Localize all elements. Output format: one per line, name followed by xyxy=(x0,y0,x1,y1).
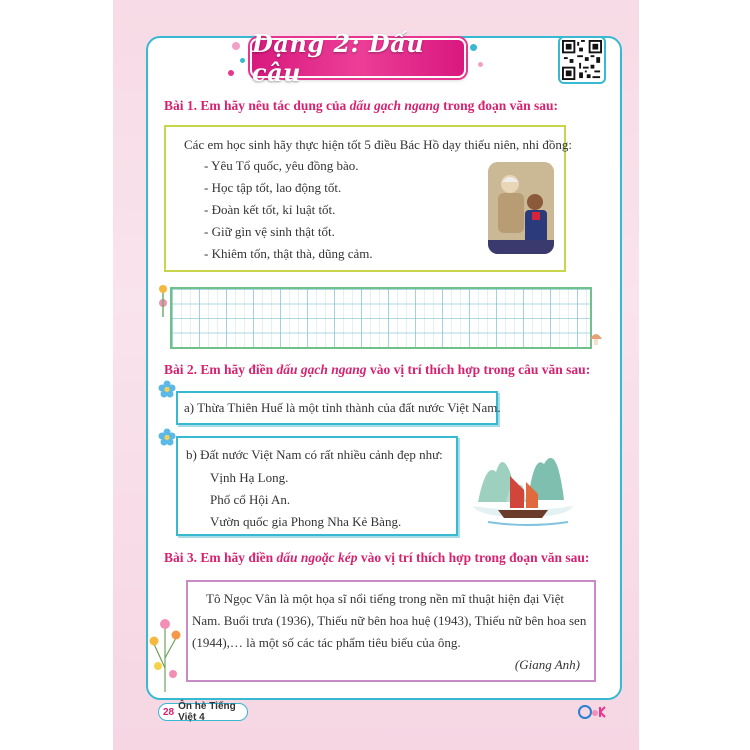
uncle-ho-photo xyxy=(488,162,554,254)
exercise-2-heading xyxy=(164,362,590,378)
decor-dot xyxy=(232,42,240,50)
exercise-1-heading-emphasis: dấu gạch ngang xyxy=(349,98,440,113)
exercise-1-heading-text: Bài 1. Em hãy nêu tác dụng của xyxy=(164,98,350,113)
decor-dot xyxy=(240,58,245,63)
exercise-3-passage-box xyxy=(186,580,596,682)
exercise-3-heading-emphasis: dấu ngoặc kép xyxy=(276,550,358,565)
publisher-logo xyxy=(578,704,608,723)
decor-dot xyxy=(470,44,477,51)
exercise-2a-box xyxy=(176,391,501,425)
exercise-2a-sentence: a) Thừa Thiên Huế là một tỉnh thành của đất nước Việt Nam. xyxy=(184,400,501,415)
list-item: - Khiêm tốn, thật thà, dũng cảm. xyxy=(204,246,373,261)
book-title: Ôn hè Tiếng Việt 4 xyxy=(178,701,236,723)
passage-line: Tô Ngọc Vân là một họa sĩ nổi tiếng trong nền mĩ thuật hiện đại Việt xyxy=(206,591,564,606)
exercise-2-heading-text-end: vào vị trí thích hợp trong câu văn sau: xyxy=(366,362,591,377)
flower-decoration-icon xyxy=(155,283,171,317)
section-title-banner xyxy=(250,29,466,87)
handwriting-practice-grid[interactable] xyxy=(170,287,592,349)
exercise-2-heading-emphasis: dấu gạch ngang xyxy=(276,362,367,377)
section-title: Dạng 2: Dấu câu xyxy=(252,29,425,87)
mushroom-decoration-icon xyxy=(588,330,604,346)
qr-code xyxy=(558,36,606,84)
exercise-1-heading xyxy=(164,98,558,114)
publisher-logo-icon xyxy=(578,704,608,720)
exercise-2b-item: Vườn quốc gia Phong Nha Kẻ Bàng. xyxy=(210,514,402,529)
passage-line: Nam. Buổi trưa (1936), Thiếu nữ bên hoa huệ (1943), Thiếu nữ bên hoa sen xyxy=(192,613,587,628)
exercise-2b-intro: b) Đất nước Việt Nam có rất nhiều cảnh đẹp như: xyxy=(186,447,443,462)
blue-flower-icon xyxy=(158,380,176,398)
photo-illustration-icon xyxy=(488,162,554,254)
page-number: 28 xyxy=(163,706,175,718)
qr-code-icon xyxy=(562,40,602,80)
decor-dot xyxy=(478,62,483,67)
flower-bouquet-icon xyxy=(148,608,182,692)
list-item: - Đoàn kết tốt, kỉ luật tốt. xyxy=(204,202,336,217)
exercise-1-heading-text-end: trong đoạn văn sau: xyxy=(439,98,558,113)
exercise-2-heading-text: Bài 2. Em hãy điền xyxy=(164,362,277,377)
page-footer-badge xyxy=(158,703,248,721)
passage-author: (Giang Anh) xyxy=(514,657,580,672)
passage-intro: Các em học sinh hãy thực hiện tốt 5 điều Bác Hồ dạy thiếu niên, nhi đồng: xyxy=(184,137,572,152)
list-item: - Học tập tốt, lao động tốt. xyxy=(204,180,342,195)
exercise-3-heading-text: Bài 3. Em hãy điền xyxy=(164,550,277,565)
exercise-2b-item: Phố cổ Hội An. xyxy=(210,492,291,507)
exercise-2b-item: Vịnh Hạ Long. xyxy=(210,470,289,485)
exercise-3-heading-text-end: vào vị trí thích hợp trong đoạn văn sau: xyxy=(357,550,590,565)
list-item: - Giữ gìn vệ sinh thật tốt. xyxy=(204,224,335,239)
list-item: - Yêu Tổ quốc, yêu đồng bào. xyxy=(204,158,359,173)
exercise-3-heading xyxy=(164,550,589,566)
passage-line: (1944),… là một số các tác phẩm tiêu biểu của ông. xyxy=(192,635,461,650)
decor-dot xyxy=(228,70,234,76)
exercise-2b-box xyxy=(176,436,458,536)
ha-long-bay-illustration-icon xyxy=(468,440,578,532)
blue-flower-icon xyxy=(158,428,176,446)
